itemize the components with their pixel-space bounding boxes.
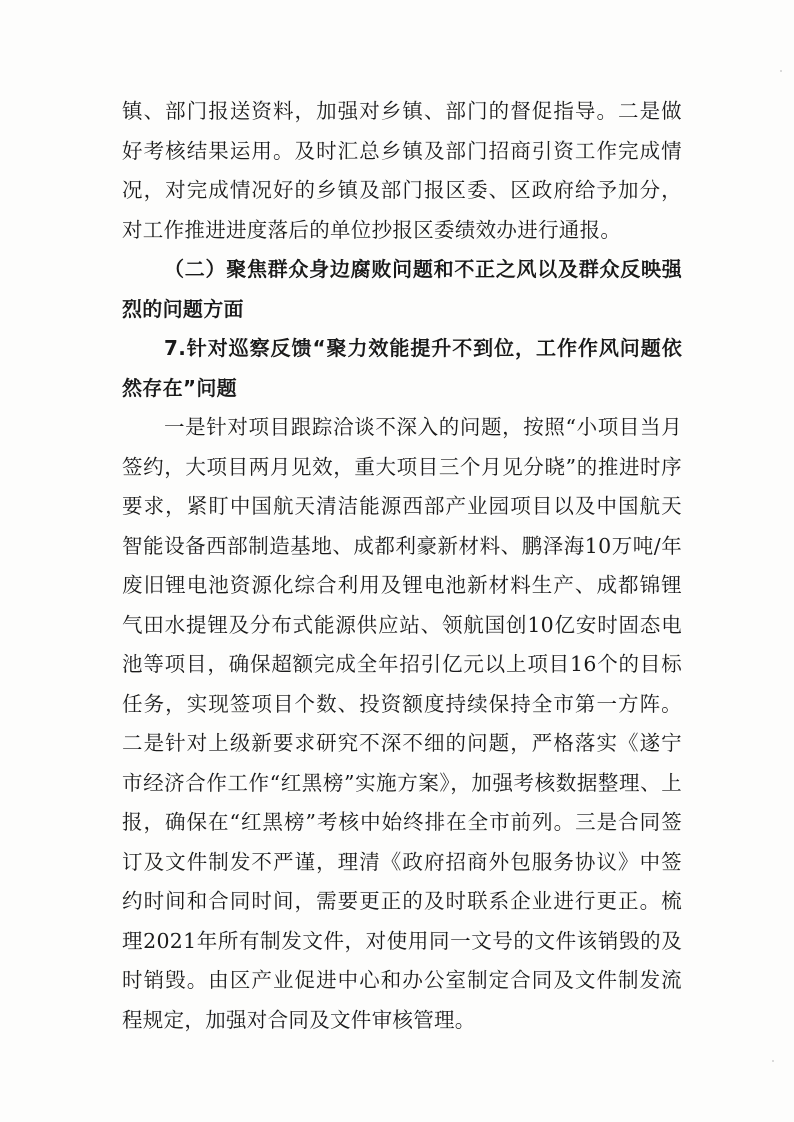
scan-speck xyxy=(780,70,782,72)
section-heading: （二）聚焦群众身边腐败问题和不正之风以及群众反映强烈的问题方面 xyxy=(122,257,682,321)
item-heading: 7.针对巡察反馈“聚力效能提升不到位，工作作风问题依然存在”问题 xyxy=(122,336,682,400)
document-body xyxy=(122,92,682,1040)
scan-speck xyxy=(772,1060,774,1062)
paragraph-continuation: 镇、部门报送资料，加强对乡镇、部门的督促指导。二是做好考核结果运用。及时汇总乡镇及部门招商引资工作完成情况，对完成情况好的乡镇及部门报区委、区政府给予加分，对工作推进进度落后的单位抄报区委绩效办进行通报。 xyxy=(122,99,682,242)
paragraph-body: 一是针对项目跟踪洽谈不深入的问题，按照“小项目当月签约，大项目两月见效，重大项目三个月见分晓”的推进时序要求，紧盯中国航天清洁能源西部产业园项目以及中国航天智能设备西部制造基地、成都利豪新材料、鹏泽海10万吨/年废旧锂电池资源化综合利用及锂电池新材料生产、成都锦锂气田水提锂及分布式能源供应站、领航国创10亿安时固态电池等项目，确保超额完成全年招引亿元以上项目16个的目标任务，实现签项目个数、投资额度持续保持全市第一方阵。二是针对上级新要求研究不深不细的问题，严格落实《遂宁市经济合作工作“红黑榜”实施方案》，加强考核数据整理、上报，确保在“红黑榜”考核中始终排在全市前列。三是合同签订及文件制发不严谨，理清《政府招商外包服务协议》中签约时间和合同时间，需要更正的及时联系企业进行更正。梳理2021年所有制发文件，对使用同一文号的文件该销毁的及时销毁。由区产业促进中心和办公室制定合同及文件制发流程规定，加强对合同及文件审核管理。 xyxy=(122,415,682,1032)
